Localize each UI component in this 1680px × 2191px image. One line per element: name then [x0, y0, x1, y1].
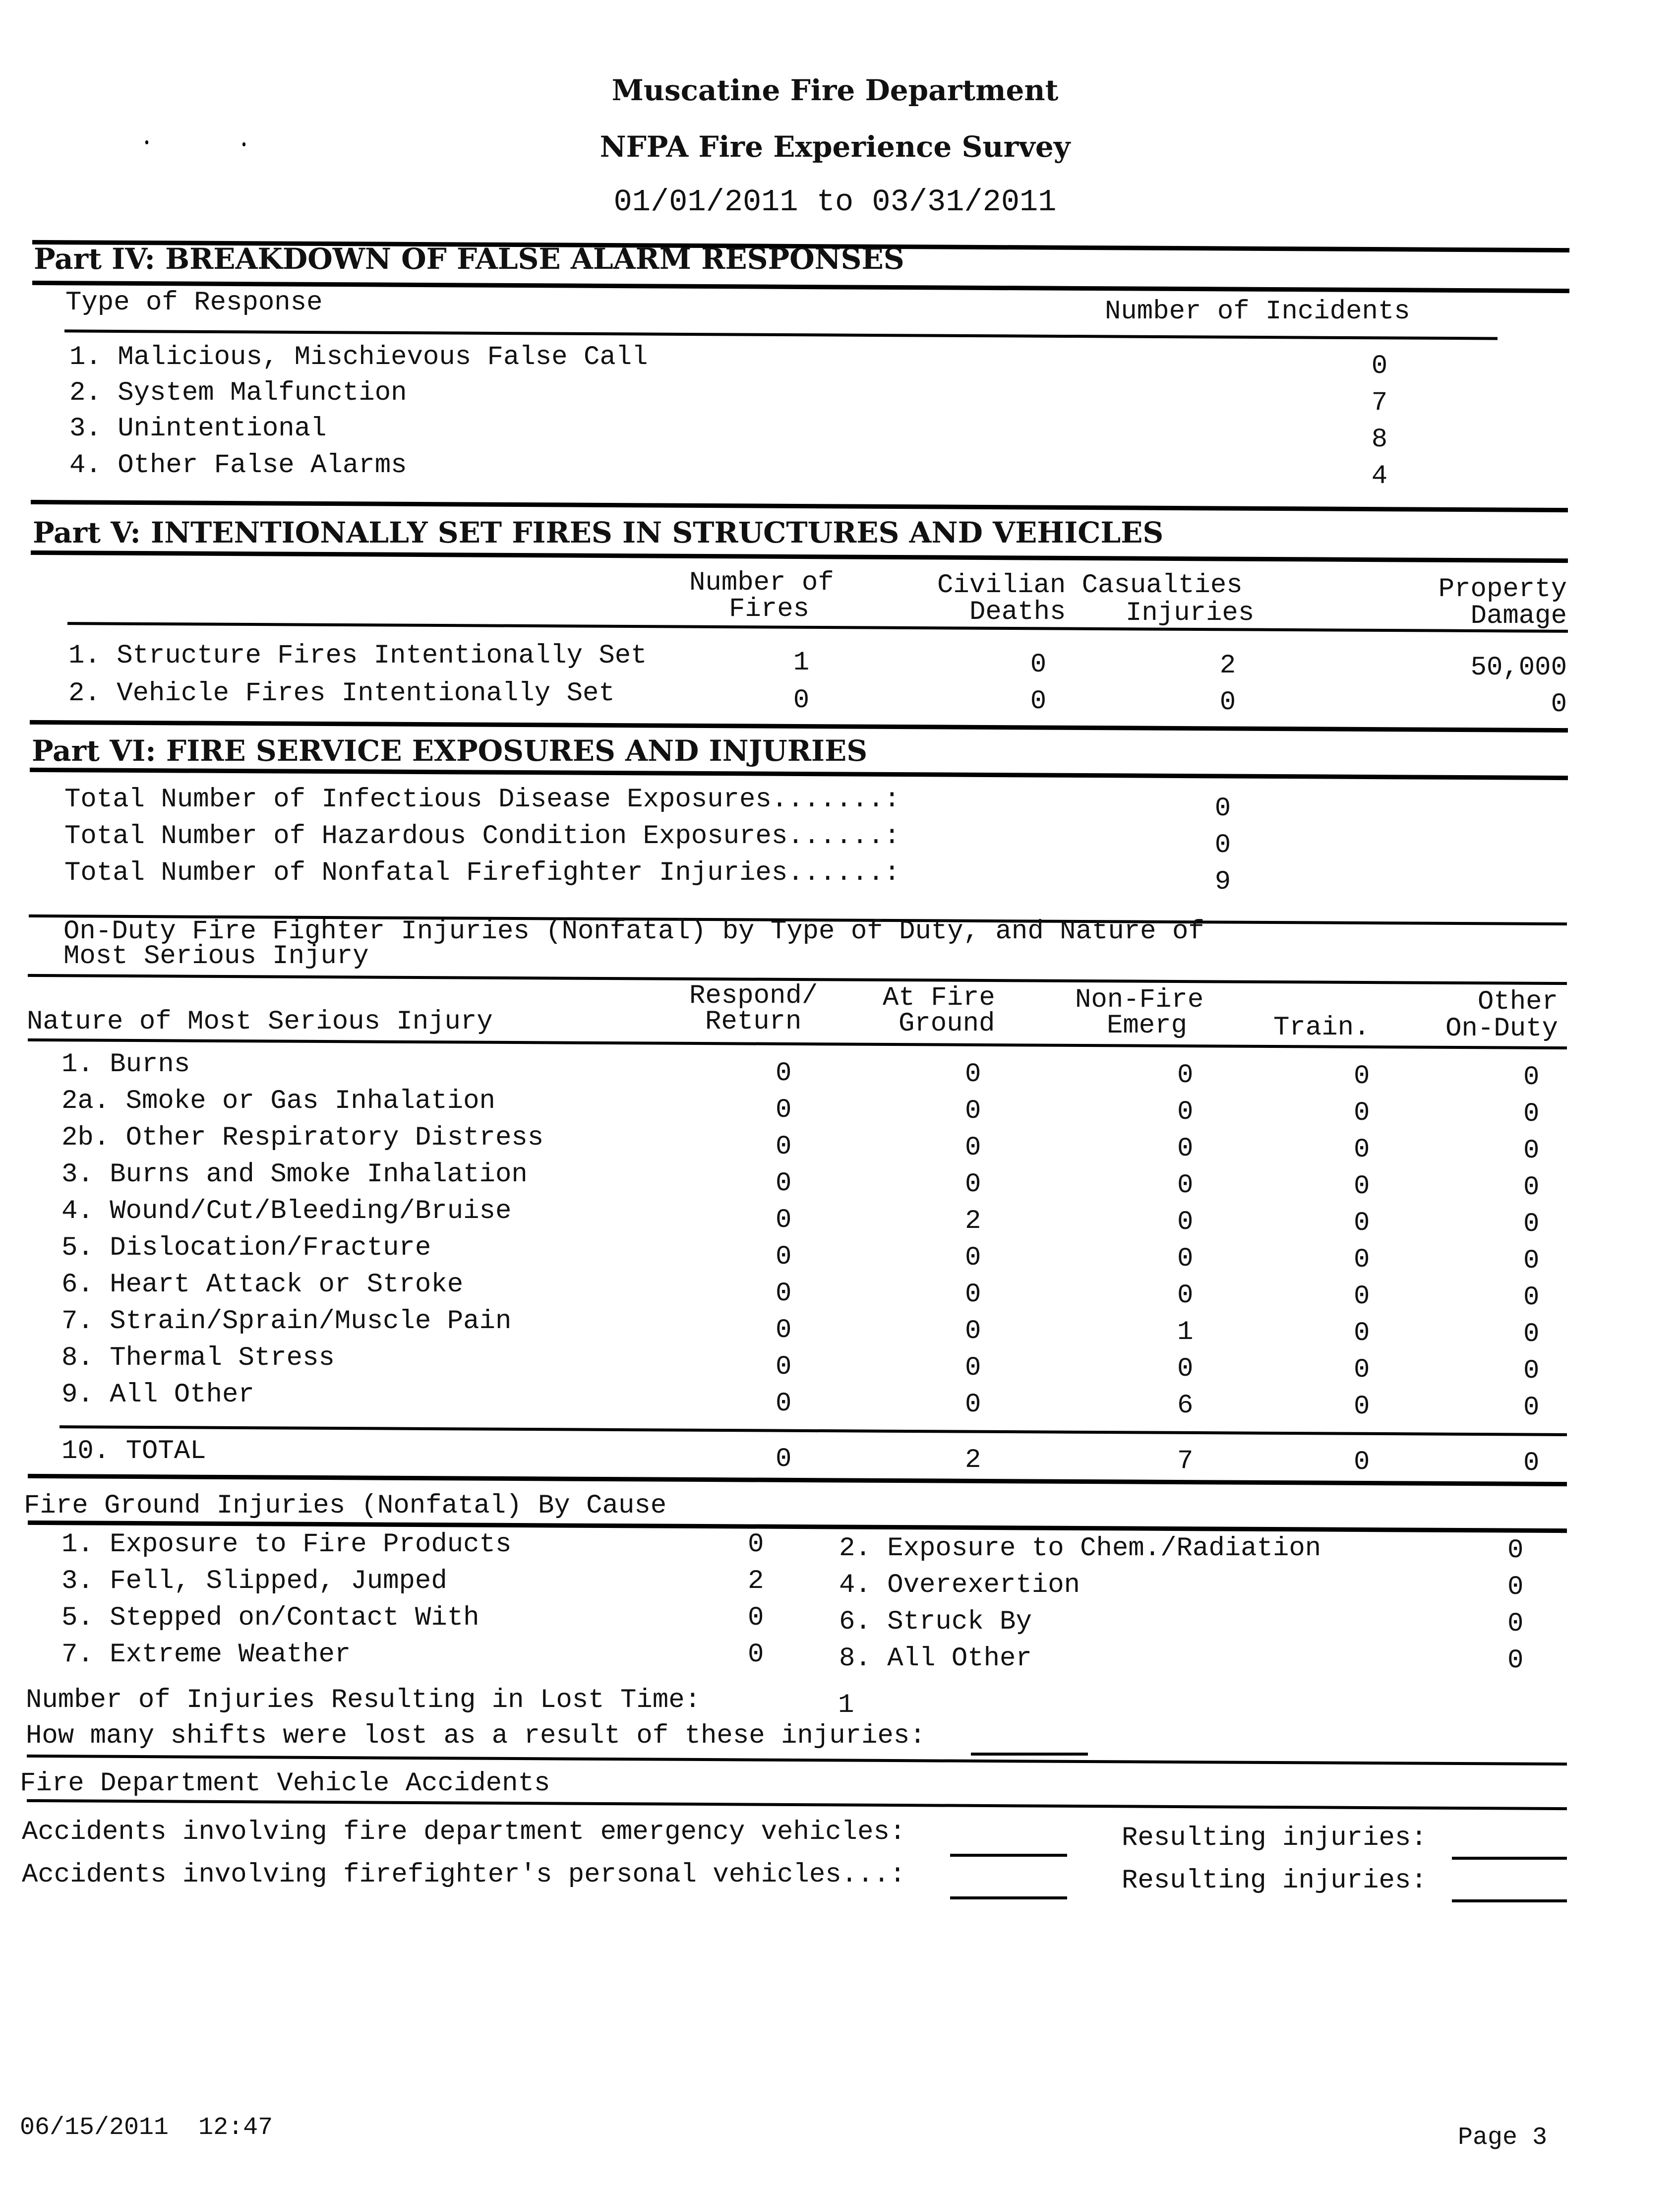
injury-cell: 0	[965, 1243, 981, 1273]
cause-label: 3. Fell, Slipped, Jumped	[61, 1566, 447, 1596]
injury-cell: 0	[1177, 1280, 1194, 1311]
injury-cell: 0	[1523, 1356, 1540, 1386]
injury-row-label: 3. Burns and Smoke Inhalation	[61, 1159, 528, 1190]
personal-injuries-field[interactable]	[1452, 1899, 1567, 1902]
part5-injuries: 0	[1219, 687, 1236, 718]
injury-cell: 0	[965, 1390, 981, 1420]
lost-time-label: Number of Injuries Resulting in Lost Time:	[26, 1685, 701, 1715]
injury-total-cell: 2	[965, 1445, 981, 1475]
part5-fires: 0	[793, 685, 810, 716]
injury-cell: 0	[1523, 1172, 1540, 1203]
injury-cell: 0	[965, 1169, 981, 1200]
injury-row-label: 4. Wound/Cut/Bleeding/Bruise	[61, 1196, 512, 1226]
injury-cell: 0	[1354, 1245, 1370, 1275]
section-rule	[27, 1755, 1567, 1765]
lost-time-value: 1	[838, 1690, 854, 1720]
vehicle-accidents-title: Fire Department Vehicle Accidents	[20, 1768, 550, 1799]
injury-row-label: 7. Strain/Sprain/Muscle Pain	[61, 1306, 512, 1337]
cause-label: 4. Overexertion	[839, 1570, 1080, 1600]
injury-cell: 0	[776, 1095, 792, 1125]
injury-row-label: 8. Thermal Stress	[61, 1343, 335, 1373]
injury-cell: 0	[776, 1242, 792, 1272]
personal-accidents-field[interactable]	[950, 1896, 1067, 1899]
injury-total-cell: 0	[1354, 1447, 1370, 1477]
part4-row-label: 2. System Malfunction	[69, 378, 407, 408]
injury-cell: 0	[776, 1389, 792, 1419]
injury-cell: 0	[776, 1315, 792, 1345]
personal-accidents-label: Accidents involving firefighter's personal vehicles...:	[22, 1860, 906, 1890]
part4-col-count: Number of Incidents	[1105, 297, 1410, 327]
injury-cell: 0	[1523, 1099, 1540, 1129]
injury-cell: 0	[1177, 1060, 1194, 1091]
section-rule	[31, 550, 1568, 563]
survey-title: NFPA Fire Experience Survey	[600, 130, 1071, 164]
injury-cell: 0	[1177, 1244, 1194, 1274]
part5-col-injuries: Injuries	[1126, 598, 1255, 628]
part5-col-damage-1: Property	[1438, 574, 1567, 605]
injury-cell: 0	[965, 1353, 981, 1383]
injury-row-label: 5. Dislocation/Fracture	[61, 1233, 431, 1263]
cause-value: 0	[1507, 1535, 1524, 1566]
cause-value: 0	[1507, 1572, 1524, 1602]
injury-cell: 0	[1177, 1354, 1194, 1384]
part5-col-fires-1: Number of	[689, 568, 834, 598]
shifts-lost-label: How many shifts were lost as a result of these injuries:	[26, 1721, 926, 1751]
exposure-value: 0	[1214, 830, 1231, 860]
col-respond-2: Return	[705, 1007, 802, 1037]
emergency-accidents-field[interactable]	[950, 1854, 1067, 1857]
col-nature: Nature of Most Serious Injury	[27, 1007, 493, 1037]
injury-cell: 0	[1354, 1171, 1370, 1202]
part5-fires: 1	[793, 648, 810, 678]
cause-value: 0	[1507, 1609, 1524, 1639]
exposure-value: 9	[1214, 867, 1231, 897]
part4-row-label: 1. Malicious, Mischievous False Call	[69, 342, 648, 372]
injury-total-cell: 0	[1523, 1448, 1540, 1478]
injury-cell: 0	[1177, 1097, 1194, 1127]
report-period: 01/01/2011 to 03/31/2011	[613, 184, 1057, 220]
injury-cell: 0	[776, 1132, 792, 1162]
section-rule	[30, 768, 1568, 780]
injury-cell: 6	[1177, 1391, 1194, 1421]
cause-label: 1. Exposure to Fire Products	[61, 1529, 512, 1560]
department-title: Muscatine Fire Department	[611, 73, 1059, 107]
injury-cell: 0	[1177, 1134, 1194, 1164]
injury-cell: 0	[1523, 1062, 1540, 1093]
injury-row-label: 1. Burns	[61, 1049, 190, 1080]
injury-cell: 0	[965, 1133, 981, 1163]
shifts-lost-field[interactable]	[971, 1753, 1088, 1756]
injury-cell: 0	[1354, 1392, 1370, 1422]
injury-cell: 0	[1354, 1355, 1370, 1385]
injury-total-cell: 0	[776, 1444, 792, 1474]
injury-cell: 0	[1523, 1282, 1540, 1313]
injury-cell: 0	[965, 1279, 981, 1310]
emergency-accidents-label: Accidents involving fire department emergency vehicles:	[22, 1817, 906, 1847]
part4-title: Part IV: BREAKDOWN OF FALSE ALARM RESPONSES	[34, 242, 904, 276]
injury-cell: 2	[965, 1206, 981, 1236]
part6-title: Part VI: FIRE SERVICE EXPOSURES AND INJURIES	[32, 734, 868, 768]
part5-deaths: 0	[1030, 686, 1047, 717]
cause-value: 0	[748, 1529, 764, 1560]
personal-injuries-label: Resulting injuries:	[1122, 1866, 1427, 1896]
total-rule	[60, 1425, 1567, 1436]
cause-label: 5. Stepped on/Contact With	[61, 1603, 480, 1633]
part5-col-casualties: Civilian Casualties	[937, 570, 1243, 601]
section-rule	[27, 1799, 1567, 1810]
part4-row-label: 3. Unintentional	[69, 414, 327, 444]
injury-cell: 0	[776, 1058, 792, 1089]
col-nonfire-2: Emerg	[1107, 1011, 1188, 1041]
injury-total-cell: 7	[1177, 1446, 1194, 1476]
injury-cell: 0	[776, 1168, 792, 1199]
cause-value: 0	[1507, 1645, 1524, 1676]
section-rule	[30, 720, 1568, 732]
injury-cell: 0	[1354, 1208, 1370, 1238]
part5-deaths: 0	[1030, 650, 1047, 680]
exposure-label: Total Number of Hazardous Condition Exposures......:	[64, 821, 900, 852]
cause-title: Fire Ground Injuries (Nonfatal) By Cause	[24, 1491, 667, 1521]
col-nonfire-1: Non-Fire	[1075, 985, 1204, 1015]
injury-row-label: 6. Heart Attack or Stroke	[61, 1270, 464, 1300]
cause-label: 7. Extreme Weather	[61, 1640, 351, 1670]
part5-col-deaths: Deaths	[969, 597, 1066, 627]
injury-cell: 0	[1354, 1281, 1370, 1312]
part5-row-label: 1. Structure Fires Intentionally Set	[68, 641, 647, 671]
emergency-injuries-field[interactable]	[1452, 1857, 1567, 1860]
col-respond-1: Respond/	[689, 981, 818, 1011]
part4-row-value: 0	[1371, 351, 1388, 381]
print-timestamp: 06/15/2011 12:47	[20, 2114, 273, 2142]
part5-col-damage-2: Damage	[1470, 601, 1567, 631]
injury-cell: 0	[1354, 1098, 1370, 1128]
header-rule	[64, 329, 1498, 340]
injury-cell: 0	[1354, 1318, 1370, 1348]
cause-label: 6. Struck By	[839, 1607, 1032, 1637]
injury-cell: 0	[1523, 1209, 1540, 1239]
injury-cell: 1	[1177, 1317, 1194, 1347]
injury-cell: 0	[965, 1096, 981, 1126]
injury-cell: 0	[1523, 1246, 1540, 1276]
cause-value: 2	[748, 1566, 764, 1596]
part4-row-value: 4	[1371, 461, 1388, 491]
part5-damage: 0	[1551, 689, 1567, 720]
injury-cell: 0	[1354, 1061, 1370, 1092]
exposure-label: Total Number of Infectious Disease Exposures.......:	[64, 785, 900, 815]
injury-cell: 0	[776, 1278, 792, 1309]
injury-cell: 0	[1177, 1170, 1194, 1201]
col-fireground-1: At Fire	[883, 983, 995, 1013]
part5-row-label: 2. Vehicle Fires Intentionally Set	[68, 678, 615, 709]
page-number: Page 3	[1458, 2124, 1548, 2152]
col-other-1: Other	[1477, 987, 1558, 1017]
injury-cell: 0	[776, 1205, 792, 1235]
part5-title: Part V: INTENTIONALLY SET FIRES IN STRUCTURES AND VEHICLES	[33, 516, 1164, 549]
section-rule	[31, 500, 1568, 512]
cause-label: 8. All Other	[839, 1643, 1032, 1674]
injury-total-label: 10. TOTAL	[61, 1436, 206, 1466]
header-rule	[67, 622, 1568, 633]
injury-cell: 0	[965, 1059, 981, 1090]
col-fireground-2: Ground	[899, 1009, 995, 1039]
injury-cell: 0	[776, 1352, 792, 1382]
injury-cell: 0	[1177, 1207, 1194, 1237]
injury-cell: 0	[1523, 1136, 1540, 1166]
injury-cell: 0	[965, 1316, 981, 1346]
injury-row-label: 9. All Other	[61, 1380, 254, 1410]
cause-label: 2. Exposure to Chem./Radiation	[839, 1533, 1321, 1564]
part5-injuries: 2	[1219, 651, 1236, 681]
exposure-value: 0	[1214, 793, 1231, 824]
col-other-2: On-Duty	[1445, 1014, 1558, 1044]
exposure-label: Total Number of Nonfatal Firefighter Injuries......:	[64, 858, 900, 888]
injury-table-title: On-Duty Fire Fighter Injuries (Nonfatal) by Type of Duty, and Nature of	[63, 916, 1204, 947]
part4-row-value: 7	[1371, 388, 1388, 418]
part5-damage: 50,000	[1470, 653, 1567, 683]
col-train: Train.	[1273, 1013, 1370, 1043]
section-rule	[28, 1474, 1567, 1486]
injury-row-label: 2b. Other Respiratory Distress	[61, 1123, 544, 1153]
cause-value: 0	[748, 1640, 764, 1670]
part4-row-label: 4. Other False Alarms	[69, 450, 407, 481]
cause-value: 0	[748, 1603, 764, 1633]
injury-row-label: 2a. Smoke or Gas Inhalation	[61, 1086, 495, 1116]
injury-cell: 0	[1354, 1135, 1370, 1165]
part4-col-type: Type of Response	[65, 288, 323, 318]
part5-col-fires-2: Fires	[729, 594, 810, 624]
injury-table-title-cont: Most Serious Injury	[63, 941, 369, 972]
injury-cell: 0	[1523, 1393, 1540, 1423]
part4-row-value: 8	[1371, 425, 1388, 455]
injury-cell: 0	[1523, 1319, 1540, 1349]
emergency-injuries-label: Resulting injuries:	[1122, 1823, 1427, 1853]
